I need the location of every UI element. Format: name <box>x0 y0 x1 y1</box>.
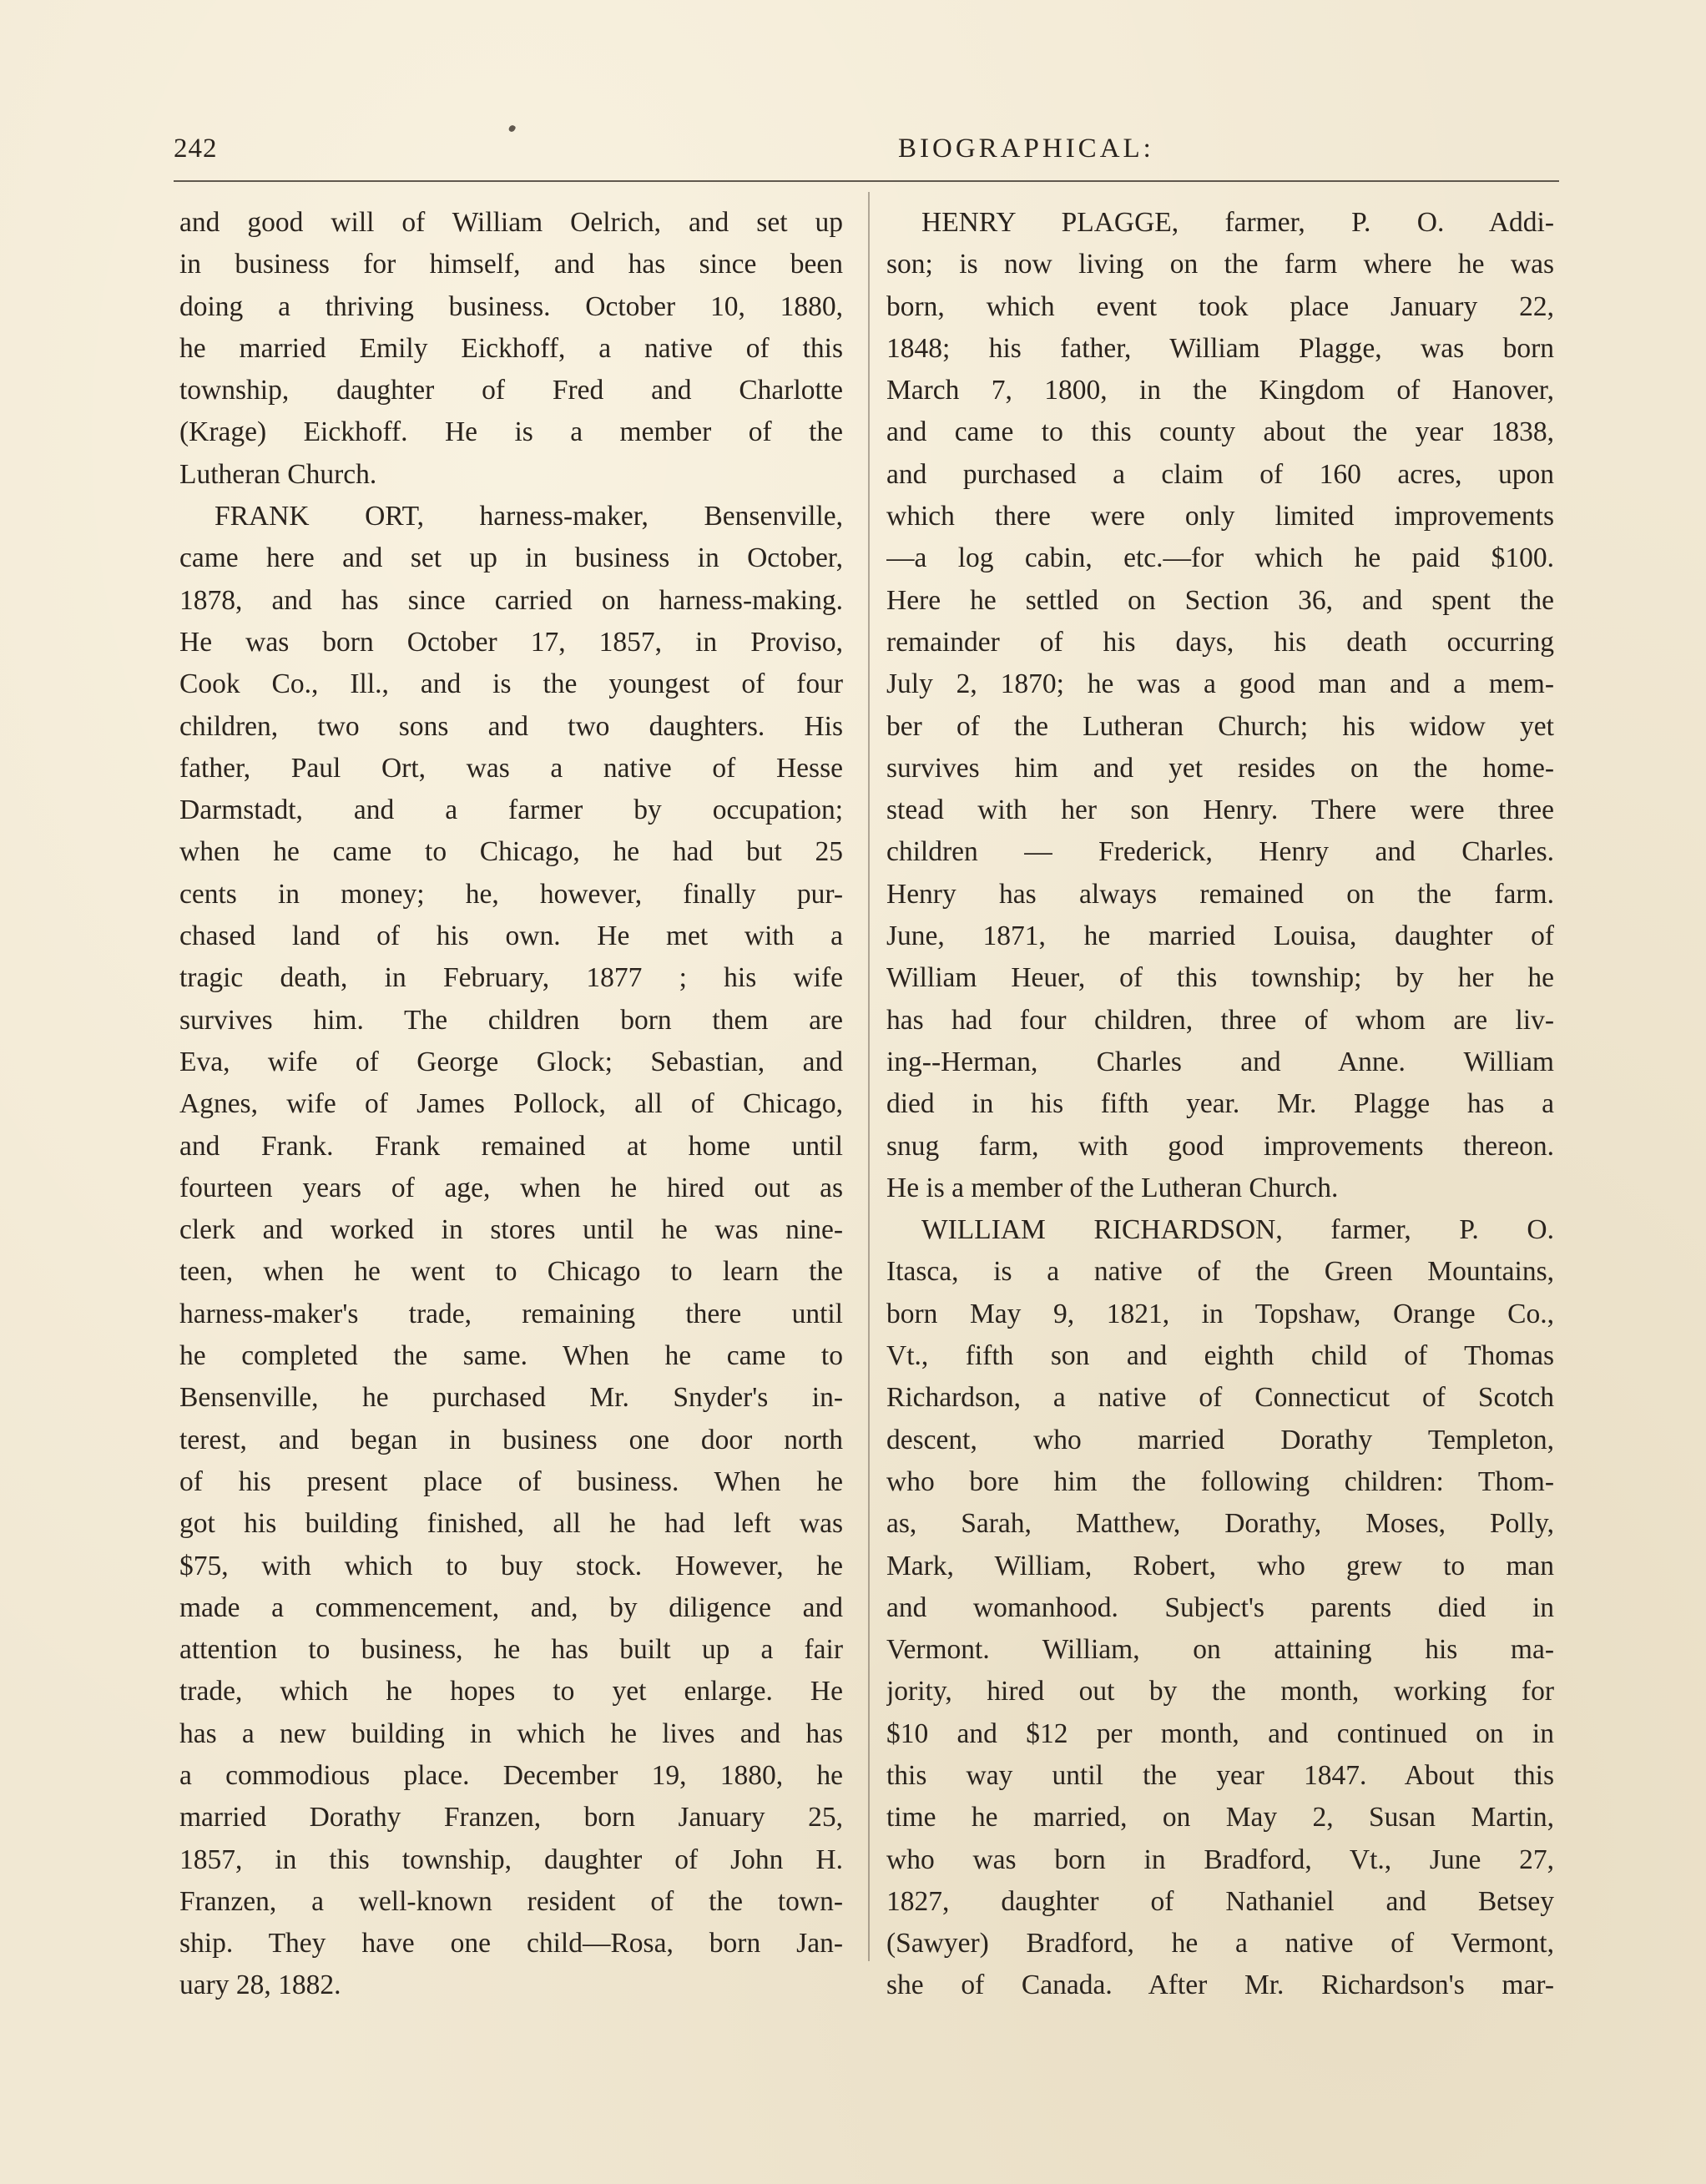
text-line: Henry has always remained on the farm. <box>886 878 1554 910</box>
text-line: when he came to Chicago, he had but 25 <box>179 836 843 868</box>
text-line: Cook Co., Ill., and is the youngest of four <box>179 668 843 700</box>
text-line: a commodious place. December 19, 1880, he <box>179 1759 843 1791</box>
text-line: Here he settled on Section 36, and spent the <box>886 584 1554 616</box>
text-line: got his building finished, all he had left was <box>179 1508 843 1540</box>
right-column <box>886 202 1554 2007</box>
text-line: snug farm, with good improvements thereon. <box>886 1130 1554 1162</box>
text-line: and purchased a claim of 160 acres, upon <box>886 458 1554 490</box>
text-line: He was born October 17, 1857, in Proviso, <box>179 626 843 658</box>
text-line: 1878, and has since carried on harness-making. <box>179 584 843 616</box>
text-line: clerk and worked in stores until he was nine- <box>179 1214 843 1246</box>
text-line: tragic death, in February, 1877 ; his wife <box>179 962 843 994</box>
text-line: chased land of his own. He met with a <box>179 921 843 952</box>
text-line: HENRY PLAGGE, farmer, P. O. Addi- <box>921 207 1554 238</box>
text-line: Franzen, a well-known resident of the town- <box>179 1885 843 1917</box>
text-line: stead with her son Henry. There were three <box>886 794 1554 826</box>
text-line: made a commencement, and, by diligence and <box>179 1591 843 1623</box>
text-line: who bore him the following children: Thom- <box>886 1465 1554 1497</box>
text-line: doing a thriving business. October 10, 1880, <box>179 290 843 322</box>
text-line: Mark, William, Robert, who grew to man <box>886 1550 1554 1581</box>
text-line: he married Emily Eickhoff, a native of this <box>179 332 843 364</box>
column-divider <box>868 192 870 1961</box>
text-line: Vermont. William, on attaining his ma- <box>886 1634 1554 1666</box>
text-line: jority, hired out by the month, working for <box>886 1676 1554 1707</box>
text-line: time he married, on May 2, Susan Martin, <box>886 1802 1554 1833</box>
text-line: she of Canada. After Mr. Richardson's mar- <box>886 1970 1554 2001</box>
text-line: William Heuer, of this township; by her he <box>886 962 1554 994</box>
text-line: came here and set up in business in October, <box>179 542 843 574</box>
text-line: trade, which he hopes to yet enlarge. He <box>179 1676 843 1707</box>
text-line: has a new building in which he lives and has <box>179 1717 843 1749</box>
text-line: he completed the same. When he came to <box>179 1340 843 1372</box>
text-line: terest, and began in business one door north <box>179 1424 843 1455</box>
text-line: 1857, in this township, daughter of John H. <box>179 1844 843 1875</box>
text-line: children — Frederick, Henry and Charles. <box>886 836 1554 868</box>
text-line: (Sawyer) Bradford, he a native of Vermont, <box>886 1928 1554 1960</box>
text-line: Itasca, is a native of the Green Mountains, <box>886 1256 1554 1288</box>
text-line: Agnes, wife of James Pollock, all of Chicago, <box>179 1088 843 1120</box>
text-line: and womanhood. Subject's parents died in <box>886 1591 1554 1623</box>
text-line: attention to business, he has built up a fair <box>179 1634 843 1666</box>
text-line: $75, with which to buy stock. However, he <box>179 1550 843 1581</box>
text-line: and Frank. Frank remained at home until <box>179 1130 843 1162</box>
text-line: died in his fifth year. Mr. Plagge has a <box>886 1088 1554 1120</box>
ink-speck <box>507 124 516 133</box>
text-line: He is a member of the Lutheran Church. <box>886 1172 1339 1203</box>
left-column <box>179 202 843 2007</box>
text-line: and good will of William Oelrich, and set up <box>179 207 843 238</box>
page-header <box>174 134 1556 175</box>
text-line: who was born in Bradford, Vt., June 27, <box>886 1844 1554 1875</box>
text-line: township, daughter of Fred and Charlotte <box>179 375 843 406</box>
text-line: Darmstadt, and a farmer by occupation; <box>179 794 843 826</box>
text-line: born, which event took place January 22, <box>886 290 1554 322</box>
text-line: ship. They have one child—Rosa, born Jan- <box>179 1928 843 1960</box>
text-line: (Krage) Eickhoff. He is a member of the <box>179 416 843 448</box>
text-line: 1848; his father, William Plagge, was born <box>886 332 1554 364</box>
text-line: —a log cabin, etc.—for which he paid $100. <box>886 542 1554 574</box>
text-line: father, Paul Ort, was a native of Hesse <box>179 752 843 784</box>
text-line: harness-maker's trade, remaining there until <box>179 1298 843 1329</box>
text-line: as, Sarah, Matthew, Dorathy, Moses, Polly, <box>886 1508 1554 1540</box>
text-line: $10 and $12 per month, and continued on in <box>886 1717 1554 1749</box>
text-line: Richardson, a native of Connecticut of Scotch <box>886 1382 1554 1414</box>
text-line: remainder of his days, his death occurring <box>886 626 1554 658</box>
text-line: survives him. The children born them are <box>179 1004 843 1036</box>
text-line: July 2, 1870; he was a good man and a mem- <box>886 668 1554 700</box>
text-line: fourteen years of age, when he hired out as <box>179 1172 843 1203</box>
running-head: BIOGRAPHICAL: <box>898 134 1154 164</box>
text-line: of his present place of business. When he <box>179 1465 843 1497</box>
text-line: and came to this county about the year 1838, <box>886 416 1554 448</box>
text-line: has had four children, three of whom are liv- <box>886 1004 1554 1036</box>
text-line: WILLIAM RICHARDSON, farmer, P. O. <box>921 1214 1554 1246</box>
text-line: which there were only limited improvements <box>886 501 1554 532</box>
text-line: in business for himself, and has since been <box>179 249 843 280</box>
text-line: Bensenville, he purchased Mr. Snyder's in- <box>179 1382 843 1414</box>
text-line: Eva, wife of George Glock; Sebastian, and <box>179 1046 843 1077</box>
text-line: March 7, 1800, in the Kingdom of Hanover, <box>886 375 1554 406</box>
text-line: ing--Herman, Charles and Anne. William <box>886 1046 1554 1077</box>
text-line: 1827, daughter of Nathaniel and Betsey <box>886 1885 1554 1917</box>
text-line: this way until the year 1847. About this <box>886 1759 1554 1791</box>
page-number: 242 <box>174 134 218 164</box>
text-line: Lutheran Church. <box>179 458 377 490</box>
header-rule <box>174 180 1559 182</box>
text-line: cents in money; he, however, finally pur- <box>179 878 843 910</box>
text-line: FRANK ORT, harness-maker, Bensenville, <box>215 501 843 532</box>
text-line: descent, who married Dorathy Templeton, <box>886 1424 1554 1455</box>
text-line: ber of the Lutheran Church; his widow yet <box>886 710 1554 742</box>
text-line: children, two sons and two daughters. His <box>179 710 843 742</box>
text-line: June, 1871, he married Louisa, daughter of <box>886 921 1554 952</box>
text-line: teen, when he went to Chicago to learn the <box>179 1256 843 1288</box>
text-line: Vt., fifth son and eighth child of Thomas <box>886 1340 1554 1372</box>
text-line: married Dorathy Franzen, born January 25, <box>179 1802 843 1833</box>
text-line: son; is now living on the farm where he was <box>886 249 1554 280</box>
text-line: survives him and yet resides on the home- <box>886 752 1554 784</box>
text-line: born May 9, 1821, in Topshaw, Orange Co., <box>886 1298 1554 1329</box>
text-line: uary 28, 1882. <box>179 1970 341 2001</box>
